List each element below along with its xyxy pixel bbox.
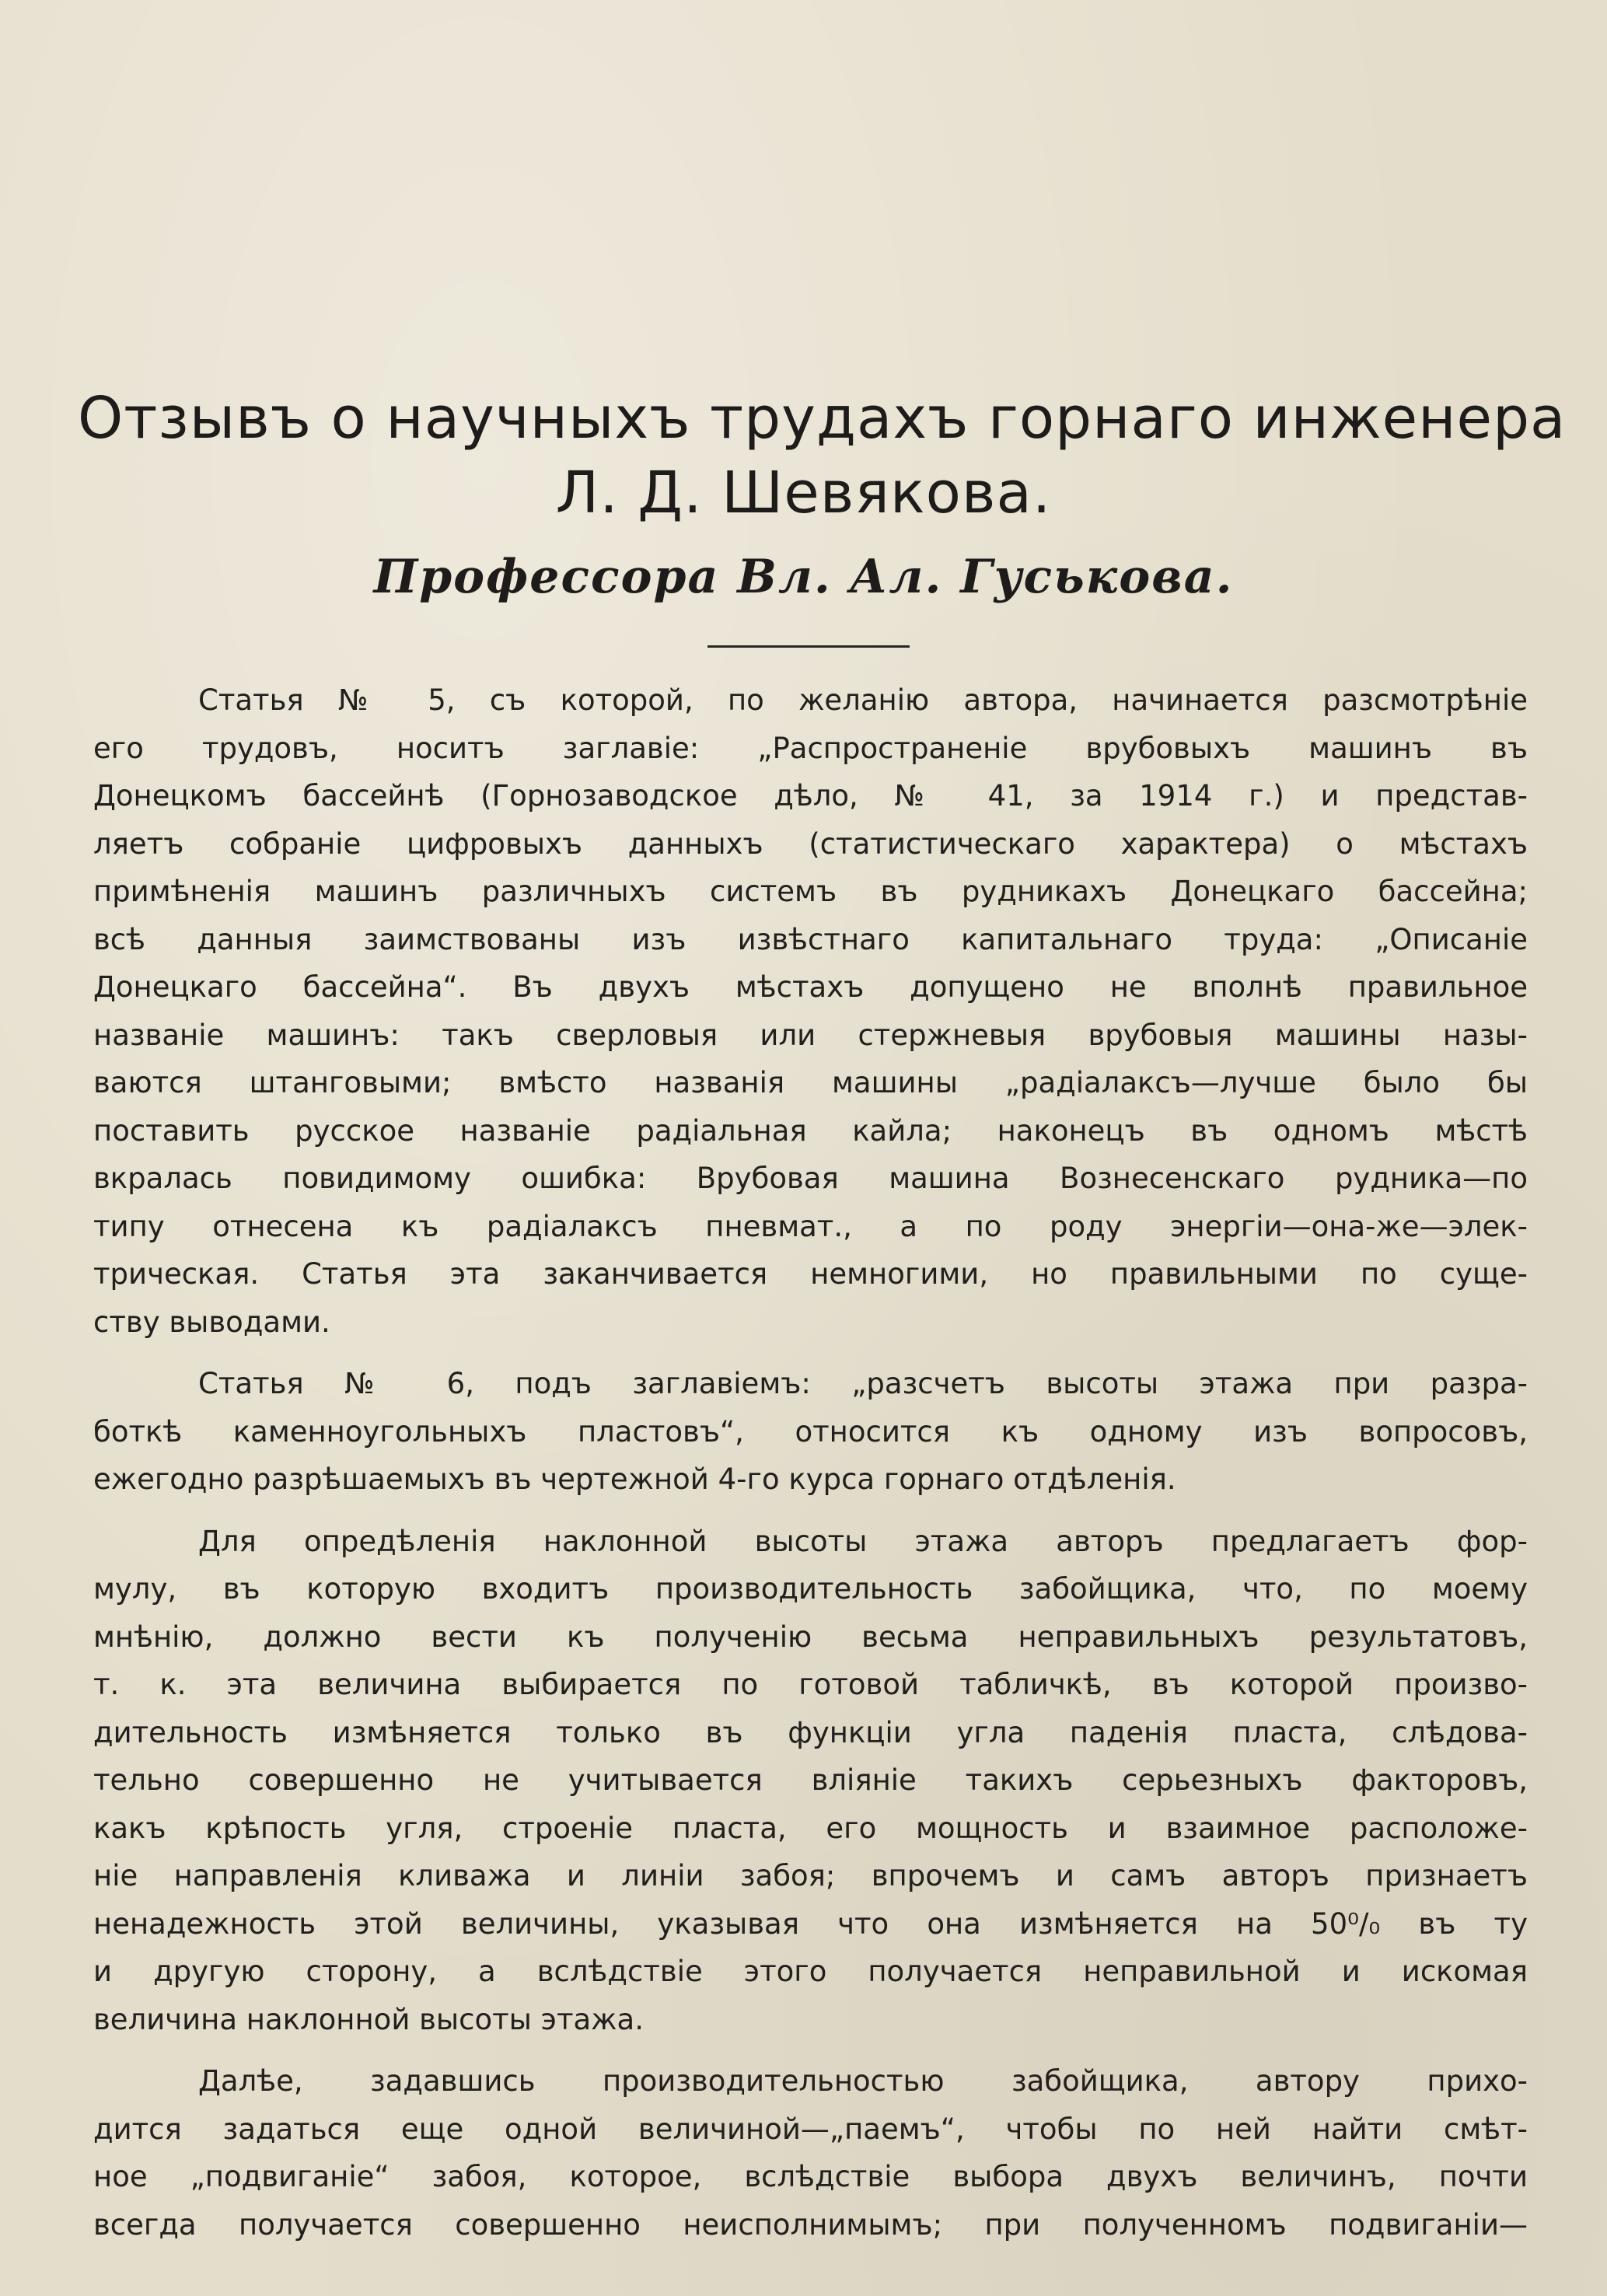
article-author: Профессора Вл. Ал. Гуськова. [373, 550, 1234, 604]
text-line: ству выводами. [93, 1305, 330, 1339]
text-line: названіе машинъ: такъ сверловыя или стержневыя врубовыя машины назы- [93, 1018, 1528, 1052]
text-line: всегда получается совершенно неисполнимымъ; при полученномъ подвиганіи— [93, 2207, 1528, 2242]
article-subject-name: Л. Д. Шевякова. [555, 460, 1052, 526]
text-line: типу отнесена къ радіалаксъ пневмат., а по роду энергіи—она-же—элек- [93, 1209, 1528, 1243]
paragraph [93, 676, 1528, 1346]
paragraph [93, 1518, 1528, 2044]
text-line: всѣ данныя заимствованы изъ извѣстнаго капитальнаго труда: „Описаніе [93, 922, 1528, 956]
text-line: ненадежность этой величины, указывая что она измѣняется на 50⁰/₀ въ ту [93, 1906, 1528, 1941]
text-line: ежегодно разрѣшаемыхъ въ чертежной 4-го курса горнаго отдѣленія. [93, 1463, 1176, 1496]
title-block [78, 381, 1567, 608]
text-line: Статья № 5, съ которой, по желанію автора, начинается разсмотрѣніе [198, 683, 1528, 717]
text-line: мнѣнію, должно вести къ полученію весьма неправильныхъ результатовъ, [93, 1620, 1528, 1654]
text-line: дится задаться еще одной величиной—„паемъ“, чтобы по ней найти смѣт- [93, 2112, 1528, 2146]
text-line: Статья № 6, подъ заглавіемъ: „разсчетъ высоты этажа при разра- [198, 1367, 1528, 1400]
text-line: т. к. эта величина выбирается по готовой табличкѣ, въ которой произво- [93, 1668, 1528, 1701]
article-title: Отзывъ о научныхъ трудахъ горнаго инженера [78, 385, 1567, 452]
text-line: и другую сторону, а вслѣдствіе этого получается неправильной и искомая [93, 1955, 1528, 1988]
text-line: ваются штанговыми; вмѣсто названія машины „радіалаксъ—лучше было бы [93, 1066, 1528, 1099]
text-line: мулу, въ которую входитъ производительность забойщика, что, по моему [93, 1572, 1528, 1606]
text-line: ляетъ собраніе цифровыхъ данныхъ (статистическаго характера) о мѣстахъ [93, 826, 1528, 861]
text-line: Донецкаго бассейна“. Въ двухъ мѣстахъ допущено не вполнѣ правильное [93, 970, 1528, 1004]
article-body [93, 676, 1528, 2249]
text-line: трическая. Статья эта заканчивается немногими, но правильными по суще- [93, 1257, 1528, 1291]
text-line: Далѣе, задавшись производительностью забойщика, автору прихо- [198, 2064, 1528, 2098]
paragraph [93, 1360, 1528, 1504]
text-line: ное „подвиганіе“ забоя, которое, вслѣдствіе выбора двухъ величинъ, почти [93, 2160, 1528, 2193]
text-line: вкралась повидимому ошибка: Врубовая машина Вознесенскаго рудника—по [93, 1162, 1528, 1195]
text-line: поставить русское названіе радіальная кайла; наконецъ въ одномъ мѣстѣ [93, 1113, 1528, 1148]
text-line: какъ крѣпость угля, строеніе пласта, его мощность и взаимное расположе- [93, 1811, 1528, 1845]
text-line: ніе направленія кливажа и линіи забоя; впрочемъ и самъ авторъ признаетъ [93, 1859, 1528, 1892]
text-line: величина наклонной высоты этажа. [93, 2002, 644, 2036]
text-line: дительность измѣняется только въ функціи угла паденія пласта, слѣдова- [93, 1715, 1528, 1749]
text-line: тельно совершенно не учитывается вліяніе такихъ серьезныхъ факторовъ, [93, 1763, 1528, 1797]
text-line: Донецкомъ бассейнѣ (Горнозаводское дѣло, № 41, за 1914 г.) и представ- [93, 779, 1528, 813]
paragraph [93, 2057, 1528, 2249]
title-divider [707, 645, 910, 648]
text-line: боткѣ каменноугольныхъ пластовъ“, относится къ одному изъ вопросовъ, [93, 1414, 1528, 1449]
text-line: Для опредѣленія наклонной высоты этажа авторъ предлагаетъ фор- [198, 1524, 1528, 1558]
text-line: его трудовъ, носитъ заглавіе: „Распространеніе врубовыхъ машинъ въ [93, 731, 1528, 765]
text-line: примѣненія машинъ различныхъ системъ въ рудникахъ Донецкаго бассейна; [93, 875, 1528, 908]
